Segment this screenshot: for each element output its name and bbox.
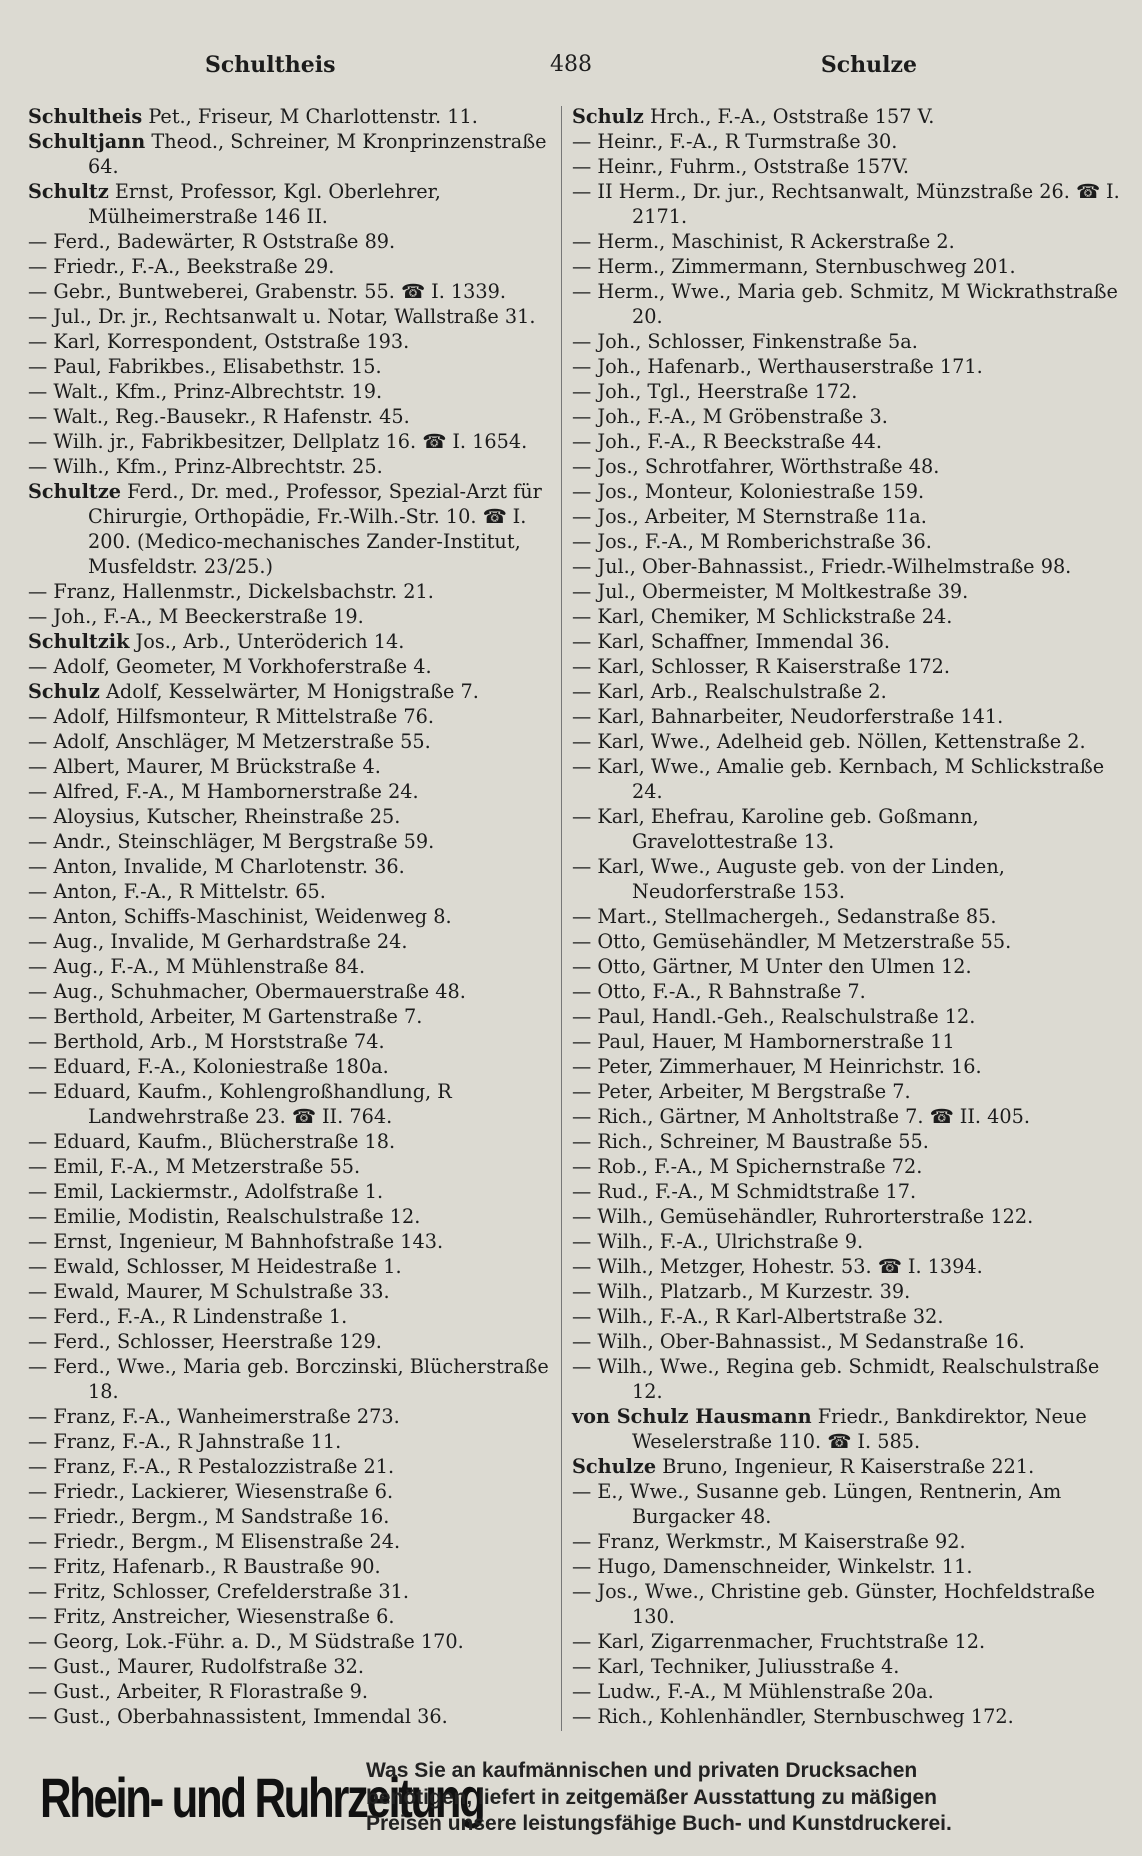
entry-text: — Aug., F.-A., M Mühlenstraße 84. xyxy=(28,955,366,978)
entry-text: — Heinr., F.-A., R Turmstraße 30. xyxy=(572,130,898,153)
left-catchword: Schultheis xyxy=(205,52,336,78)
directory-entry xyxy=(28,1354,556,1404)
entry-text: — Hugo, Damenschneider, Winkelstr. 11. xyxy=(572,1555,973,1578)
directory-entry xyxy=(28,1679,556,1704)
directory-entry xyxy=(28,1579,556,1604)
directory-entry xyxy=(572,804,1120,854)
right-column xyxy=(572,104,1120,1729)
directory-entry xyxy=(572,104,1120,129)
entry-text: — Eduard, F.-A., Koloniestraße 180a. xyxy=(28,1055,389,1078)
directory-entry xyxy=(572,654,1120,679)
directory-entry xyxy=(572,1279,1120,1304)
entry-surname: Schultze xyxy=(28,480,121,503)
directory-entry xyxy=(572,1079,1120,1104)
entry-text: — Alfred, F.-A., M Hambornerstraße 24. xyxy=(28,780,419,803)
entry-text: — Franz, Hallenmstr., Dickelsbachstr. 21. xyxy=(28,580,434,603)
entry-text: — Friedr., Bergm., M Sandstraße 16. xyxy=(28,1505,390,1528)
directory-entry xyxy=(28,804,556,829)
entry-text: — Rich., Kohlenhändler, Sternbuschweg 172. xyxy=(572,1705,1014,1728)
entry-text: — Karl, Chemiker, M Schlickstraße 24. xyxy=(572,605,953,628)
entry-text: — Karl, Zigarrenmacher, Fruchtstraße 12. xyxy=(572,1630,986,1653)
entry-text: — Ferd., Badewärter, R Oststraße 89. xyxy=(28,230,396,253)
entry-text: — Joh., F.-A., M Gröbenstraße 3. xyxy=(572,405,888,428)
ad-line: Preisen unsere leistungsfähige Buch- und Kunstdruckerei. xyxy=(366,1812,952,1835)
entry-text: — Karl, Bahnarbeiter, Neudorferstraße 141. xyxy=(572,705,1004,728)
entry-text: — Wilh., Metzger, Hohestr. 53. ☎ I. 1394. xyxy=(572,1255,983,1278)
entry-text: Bruno, Ingenieur, R Kaiserstraße 221. xyxy=(656,1455,1035,1478)
entry-text: — Ferd., Schlosser, Heerstraße 129. xyxy=(28,1330,382,1353)
directory-entry xyxy=(28,1129,556,1154)
entry-text: — Ferd., F.-A., R Lindenstraße 1. xyxy=(28,1305,348,1328)
directory-entry xyxy=(28,1204,556,1229)
directory-entry xyxy=(28,279,556,304)
directory-entry xyxy=(28,129,556,179)
directory-entry xyxy=(28,704,556,729)
entry-text: — Franz, F.-A., Wanheimerstraße 273. xyxy=(28,1405,400,1428)
directory-entry xyxy=(28,879,556,904)
directory-entry xyxy=(572,604,1120,629)
entry-text: — Jos., Arbeiter, M Sternstraße 11a. xyxy=(572,505,927,528)
entry-text: — Rob., F.-A., M Spichernstraße 72. xyxy=(572,1155,923,1178)
directory-entry xyxy=(572,1254,1120,1279)
entry-text: — Wilh., Ober-Bahnassist., M Sedanstraße 16. xyxy=(572,1330,1025,1353)
entry-text: — Rud., F.-A., M Schmidtstraße 17. xyxy=(572,1180,917,1203)
entry-text: — Herm., Zimmermann, Sternbuschweg 201. xyxy=(572,255,1016,278)
directory-entry xyxy=(28,354,556,379)
entry-text: Pet., Friseur, M Charlottenstr. 11. xyxy=(142,105,478,128)
directory-entry xyxy=(572,179,1120,229)
entry-text: — Karl, Arb., Realschulstraße 2. xyxy=(572,680,887,703)
entry-text: — Adolf, Anschläger, M Metzerstraße 55. xyxy=(28,730,431,753)
directory-entry xyxy=(28,1529,556,1554)
entry-text: — Joh., Schlosser, Finkenstraße 5a. xyxy=(572,330,918,353)
entry-text: — Fritz, Schlosser, Crefelderstraße 31. xyxy=(28,1580,409,1603)
entry-text: — Karl, Wwe., Amalie geb. Kernbach, M Schlickstraße 24. xyxy=(572,755,1105,803)
entry-text: — Anton, Schiffs-Maschinist, Weidenweg 8. xyxy=(28,905,452,928)
entry-text: — Franz, Werkmstr., M Kaiserstraße 92. xyxy=(572,1530,966,1553)
directory-entry xyxy=(572,1154,1120,1179)
entry-text: Jos., Arb., Unteröderich 14. xyxy=(129,630,405,653)
directory-entry xyxy=(28,1329,556,1354)
directory-entry xyxy=(28,1704,556,1729)
entry-surname: von Schulz Hausmann xyxy=(572,1405,812,1428)
entry-text: — Andr., Steinschläger, M Bergstraße 59. xyxy=(28,830,435,853)
directory-entry xyxy=(28,754,556,779)
directory-entry xyxy=(28,254,556,279)
entry-text: — Jos., Wwe., Christine geb. Günster, Hochfeldstraße 130. xyxy=(572,1580,1095,1628)
entry-text: — Emil, F.-A., M Metzerstraße 55. xyxy=(28,1155,361,1178)
directory-entry xyxy=(28,1454,556,1479)
directory-entry xyxy=(28,429,556,454)
page-header xyxy=(30,52,1112,88)
entry-text: Friedr., Bankdirektor, Neue Weselerstraße 110. ☎ I. 585. xyxy=(632,1405,1087,1453)
directory-entry xyxy=(572,729,1120,754)
directory-entry xyxy=(572,229,1120,254)
entry-text: Hrch., F.-A., Oststraße 157 V. xyxy=(643,105,935,128)
directory-entry xyxy=(28,779,556,804)
directory-entry xyxy=(572,1204,1120,1229)
entry-text: — Wilh., Wwe., Regina geb. Schmidt, Realschulstraße 12. xyxy=(572,1355,1100,1403)
entry-text: — Herm., Maschinist, R Ackerstraße 2. xyxy=(572,230,955,253)
entry-text: — Franz, F.-A., R Pestalozzistraße 21. xyxy=(28,1455,395,1478)
directory-entry xyxy=(28,404,556,429)
directory-entry xyxy=(28,304,556,329)
directory-entry xyxy=(28,1254,556,1279)
directory-entry xyxy=(28,1029,556,1054)
directory-entry xyxy=(572,579,1120,604)
directory-entry xyxy=(28,1079,556,1129)
directory-entry xyxy=(28,1004,556,1029)
entry-text: — Mart., Stellmachergeh., Sedanstraße 85. xyxy=(572,905,997,928)
entry-text: — Franz, F.-A., R Jahnstraße 11. xyxy=(28,1430,342,1453)
entry-text: — Jos., Schrotfahrer, Wörthstraße 48. xyxy=(572,455,940,478)
entry-text: Adolf, Kesselwärter, M Honigstraße 7. xyxy=(99,680,479,703)
directory-entry xyxy=(28,229,556,254)
entry-surname: Schulze xyxy=(572,1455,657,1478)
directory-entry xyxy=(572,529,1120,554)
directory-entry xyxy=(28,379,556,404)
entry-text: — Berthold, Arb., M Horststraße 74. xyxy=(28,1030,385,1053)
entry-text: — Friedr., Bergm., M Elisenstraße 24. xyxy=(28,1530,401,1553)
left-column xyxy=(28,104,556,1729)
entry-text: — Anton, F.-A., R Mittelstr. 65. xyxy=(28,880,326,903)
directory-entry xyxy=(28,1604,556,1629)
entry-text: — Otto, F.-A., R Bahnstraße 7. xyxy=(572,980,866,1003)
directory-entry xyxy=(572,1229,1120,1254)
directory-entry xyxy=(572,329,1120,354)
entry-text: — Karl, Techniker, Juliusstraße 4. xyxy=(572,1655,900,1678)
directory-entry xyxy=(572,754,1120,804)
directory-entry xyxy=(28,604,556,629)
entry-text: Ferd., Dr. med., Professor, Spezial-Arzt für Chirurgie, Orthopädie, Fr.-Wilh.-Str. 10. ☎ I. 200. (Medico-mechanisches Zander-Institut, Musfeldstr. 23/25.) xyxy=(88,480,542,578)
directory-entry xyxy=(572,1654,1120,1679)
ad-line: benötigen, liefert in zeitgemäßer Ausstattung zu mäßigen xyxy=(366,1785,937,1809)
directory-entry xyxy=(572,1704,1120,1729)
directory-entry xyxy=(572,454,1120,479)
entry-text: — Karl, Schaffner, Immendal 36. xyxy=(572,630,891,653)
entry-text: — Emilie, Modistin, Realschulstraße 12. xyxy=(28,1205,421,1228)
directory-entry xyxy=(572,1479,1120,1529)
directory-entry xyxy=(572,354,1120,379)
directory-entry xyxy=(572,404,1120,429)
directory-entry xyxy=(572,1054,1120,1079)
directory-entry xyxy=(572,854,1120,904)
entry-text: — Ernst, Ingenieur, M Bahnhofstraße 143. xyxy=(28,1230,444,1253)
entry-text: — Fritz, Hafenarb., R Baustraße 90. xyxy=(28,1555,381,1578)
directory-entry xyxy=(572,1579,1120,1629)
entry-text: — Berthold, Arbeiter, M Gartenstraße 7. xyxy=(28,1005,423,1028)
directory-entry xyxy=(572,929,1120,954)
entry-text: — Gust., Arbeiter, R Florastraße 9. xyxy=(28,1680,368,1703)
entry-text: — Fritz, Anstreicher, Wiesenstraße 6. xyxy=(28,1605,395,1628)
entry-text: — Karl, Wwe., Adelheid geb. Nöllen, Kettenstraße 2. xyxy=(572,730,1086,753)
directory-entry xyxy=(28,454,556,479)
entry-text: — Gust., Oberbahnassistent, Immendal 36. xyxy=(28,1705,448,1728)
entry-text: — Wilh., F.-A., Ulrichstraße 9. xyxy=(572,1230,864,1253)
directory-entry xyxy=(572,379,1120,404)
directory-entry xyxy=(572,1029,1120,1054)
entry-text: — Herm., Wwe., Maria geb. Schmitz, M Wickrathstraße 20. xyxy=(572,280,1118,328)
directory-entry xyxy=(572,1129,1120,1154)
directory-entry xyxy=(572,154,1120,179)
entry-text: Theod., Schreiner, M Kronprinzenstraße 64. xyxy=(88,130,547,178)
entry-text: — Wilh., Gemüsehändler, Ruhrorterstraße 122. xyxy=(572,1205,1034,1228)
entry-text: — Georg, Lok.-Führ. a. D., M Südstraße 170. xyxy=(28,1630,464,1653)
entry-text: — Eduard, Kaufm., Kohlengroßhandlung, R Landwehrstraße 23. ☎ II. 764. xyxy=(28,1080,452,1128)
entry-text: — Otto, Gemüsehändler, M Metzerstraße 55. xyxy=(572,930,1012,953)
directory-entry xyxy=(572,504,1120,529)
directory-entry xyxy=(572,1454,1120,1479)
directory-entry xyxy=(28,1304,556,1329)
entry-text: — II Herm., Dr. jur., Rechtsanwalt, Münzstraße 26. ☎ I. 2171. xyxy=(572,180,1120,228)
page-number: 488 xyxy=(550,52,592,77)
entry-text: — Aug., Schuhmacher, Obermauerstraße 48. xyxy=(28,980,466,1003)
directory-entry xyxy=(572,1104,1120,1129)
entry-text: — Jos., F.-A., M Romberichstraße 36. xyxy=(572,530,932,553)
entry-surname: Schultheis xyxy=(28,105,143,128)
directory-entry xyxy=(28,1279,556,1304)
directory-entry xyxy=(572,254,1120,279)
directory-entry xyxy=(572,1529,1120,1554)
entry-text: — Friedr., F.-A., Beekstraße 29. xyxy=(28,255,335,278)
directory-entry xyxy=(28,1554,556,1579)
directory-entry xyxy=(28,579,556,604)
right-catchword: Schulze xyxy=(820,52,917,78)
directory-entry xyxy=(572,979,1120,1004)
entry-text: — Aloysius, Kutscher, Rheinstraße 25. xyxy=(28,805,401,828)
entry-text: — Jos., Monteur, Koloniestraße 159. xyxy=(572,480,925,503)
directory-entry xyxy=(572,129,1120,154)
entry-text: — Adolf, Hilfsmonteur, R Mittelstraße 76. xyxy=(28,705,434,728)
entry-text: — Rich., Gärtner, M Anholtstraße 7. ☎ II. 405. xyxy=(572,1105,1031,1128)
entry-text: — Jul., Obermeister, M Moltkestraße 39. xyxy=(572,580,969,603)
entry-text: — Anton, Invalide, M Charlotenstr. 36. xyxy=(28,855,405,878)
entry-text: — Eduard, Kaufm., Blücherstraße 18. xyxy=(28,1130,396,1153)
directory-entry xyxy=(28,479,556,579)
entry-text: — Peter, Arbeiter, M Bergstraße 7. xyxy=(572,1080,911,1103)
entry-text: — Gebr., Buntweberei, Grabenstr. 55. ☎ I. 1339. xyxy=(28,280,507,303)
directory-entry xyxy=(28,1479,556,1504)
directory-entry xyxy=(572,904,1120,929)
directory-entry xyxy=(28,954,556,979)
directory-entry xyxy=(28,104,556,129)
entry-text: — Gust., Maurer, Rudolfstraße 32. xyxy=(28,1655,364,1678)
advertisement xyxy=(30,1756,1120,1842)
entry-text: — Karl, Korrespondent, Oststraße 193. xyxy=(28,330,410,353)
directory-entry xyxy=(572,1629,1120,1654)
entry-surname: Schulz xyxy=(28,680,100,703)
entry-text: — Emil, Lackiermstr., Adolfstraße 1. xyxy=(28,1180,384,1203)
entry-surname: Schultz xyxy=(28,180,109,203)
entry-text: — Wilh. jr., Fabrikbesitzer, Dellplatz 16. ☎ I. 1654. xyxy=(28,430,528,453)
directory-entry xyxy=(572,1329,1120,1354)
ad-text xyxy=(366,1758,1118,1838)
directory-entry xyxy=(28,1404,556,1429)
directory-entry xyxy=(28,929,556,954)
entry-text: — Heinr., Fuhrm., Oststraße 157V. xyxy=(572,155,909,178)
entry-text: — Ferd., Wwe., Maria geb. Borczinski, Blücherstraße 18. xyxy=(28,1355,549,1403)
directory-entry xyxy=(28,1179,556,1204)
directory-entry xyxy=(28,1629,556,1654)
ad-brand: Rhein- und Ruhrzeitung xyxy=(40,1766,484,1829)
directory-entry xyxy=(572,479,1120,504)
directory-entry xyxy=(28,1654,556,1679)
entry-text: — Joh., Tgl., Heerstraße 172. xyxy=(572,380,858,403)
entry-surname: Schulz xyxy=(572,105,644,128)
directory-entry xyxy=(28,1429,556,1454)
directory-entry xyxy=(572,1404,1120,1454)
directory-entry xyxy=(572,1354,1120,1404)
directory-entry xyxy=(28,629,556,654)
directory-entry xyxy=(28,654,556,679)
directory-entry xyxy=(572,1304,1120,1329)
directory-entry xyxy=(572,629,1120,654)
directory-entry xyxy=(572,429,1120,454)
entry-text: — Joh., F.-A., R Beeckstraße 44. xyxy=(572,430,882,453)
directory-entry xyxy=(28,679,556,704)
entry-text: — Paul, Handl.-Geh., Realschulstraße 12. xyxy=(572,1005,976,1028)
entry-text: — Rich., Schreiner, M Baustraße 55. xyxy=(572,1130,929,1153)
entry-text: — Wilh., Platzarb., M Kurzestr. 39. xyxy=(572,1280,911,1303)
entry-text: — Paul, Fabrikbes., Elisabethstr. 15. xyxy=(28,355,382,378)
directory-entry xyxy=(572,279,1120,329)
directory-entry xyxy=(572,954,1120,979)
entry-text: — Karl, Ehefrau, Karoline geb. Goßmann, Gravelottestraße 13. xyxy=(572,805,979,853)
entry-text: — Karl, Schlosser, R Kaiserstraße 172. xyxy=(572,655,951,678)
entry-text: — E., Wwe., Susanne geb. Lüngen, Rentnerin, Am Burgacker 48. xyxy=(572,1480,1062,1528)
directory-entry xyxy=(572,679,1120,704)
entry-text: — Ewald, Schlosser, M Heidestraße 1. xyxy=(28,1255,402,1278)
entry-text: — Joh., F.-A., M Beeckerstraße 19. xyxy=(28,605,364,628)
directory-entry xyxy=(28,729,556,754)
entry-text: — Paul, Hauer, M Hambornerstraße 11 xyxy=(572,1030,955,1053)
entry-text: — Jul., Ober-Bahnassist., Friedr.-Wilhelmstraße 98. xyxy=(572,555,1072,578)
directory-entry xyxy=(572,1179,1120,1204)
directory-entry xyxy=(28,979,556,1004)
entry-text: — Ludw., F.-A., M Mühlenstraße 20a. xyxy=(572,1680,934,1703)
directory-entry xyxy=(572,554,1120,579)
entry-text: — Albert, Maurer, M Brückstraße 4. xyxy=(28,755,381,778)
entry-text: — Karl, Wwe., Auguste geb. von der Linden, Neudorferstraße 153. xyxy=(572,855,1005,903)
entry-text: — Walt., Kfm., Prinz-Albrechtstr. 19. xyxy=(28,380,383,403)
entry-text: Ernst, Professor, Kgl. Oberlehrer, Mülheimerstraße 146 II. xyxy=(88,180,441,228)
directory-entry xyxy=(572,1679,1120,1704)
entry-text: — Wilh., F.-A., R Karl-Albertstraße 32. xyxy=(572,1305,944,1328)
directory-entry xyxy=(28,179,556,229)
entry-text: — Ewald, Maurer, M Schulstraße 33. xyxy=(28,1280,390,1303)
directory-entry xyxy=(28,1229,556,1254)
entry-text: — Friedr., Lackierer, Wiesenstraße 6. xyxy=(28,1480,394,1503)
entry-surname: Schultzik xyxy=(28,630,130,653)
entry-text: — Adolf, Geometer, M Vorkhoferstraße 4. xyxy=(28,655,432,678)
entry-text: — Walt., Reg.-Bausekr., R Hafenstr. 45. xyxy=(28,405,410,428)
ad-line: Was Sie an kaufmännischen und privaten Drucksachen xyxy=(366,1759,918,1782)
directory-entry xyxy=(28,1154,556,1179)
directory-entry xyxy=(28,1054,556,1079)
directory-entry xyxy=(572,704,1120,729)
entry-text: — Otto, Gärtner, M Unter den Ulmen 12. xyxy=(572,955,972,978)
directory-entry xyxy=(28,904,556,929)
directory-entry xyxy=(28,829,556,854)
directory-entry xyxy=(28,854,556,879)
directory-entry xyxy=(572,1554,1120,1579)
entry-text: — Wilh., Kfm., Prinz-Albrechtstr. 25. xyxy=(28,455,383,478)
directory-entry xyxy=(28,1504,556,1529)
directory-entry xyxy=(572,1004,1120,1029)
column-divider xyxy=(561,106,562,1731)
entry-text: — Aug., Invalide, M Gerhardstraße 24. xyxy=(28,930,408,953)
entry-surname: Schultjann xyxy=(28,130,146,153)
entry-text: — Jul., Dr. jr., Rechtsanwalt u. Notar, Wallstraße 31. xyxy=(28,305,536,328)
entry-text: — Peter, Zimmerhauer, M Heinrichstr. 16. xyxy=(572,1055,982,1078)
directory-entry xyxy=(28,329,556,354)
entry-text: — Joh., Hafenarb., Werthauserstraße 171. xyxy=(572,355,983,378)
